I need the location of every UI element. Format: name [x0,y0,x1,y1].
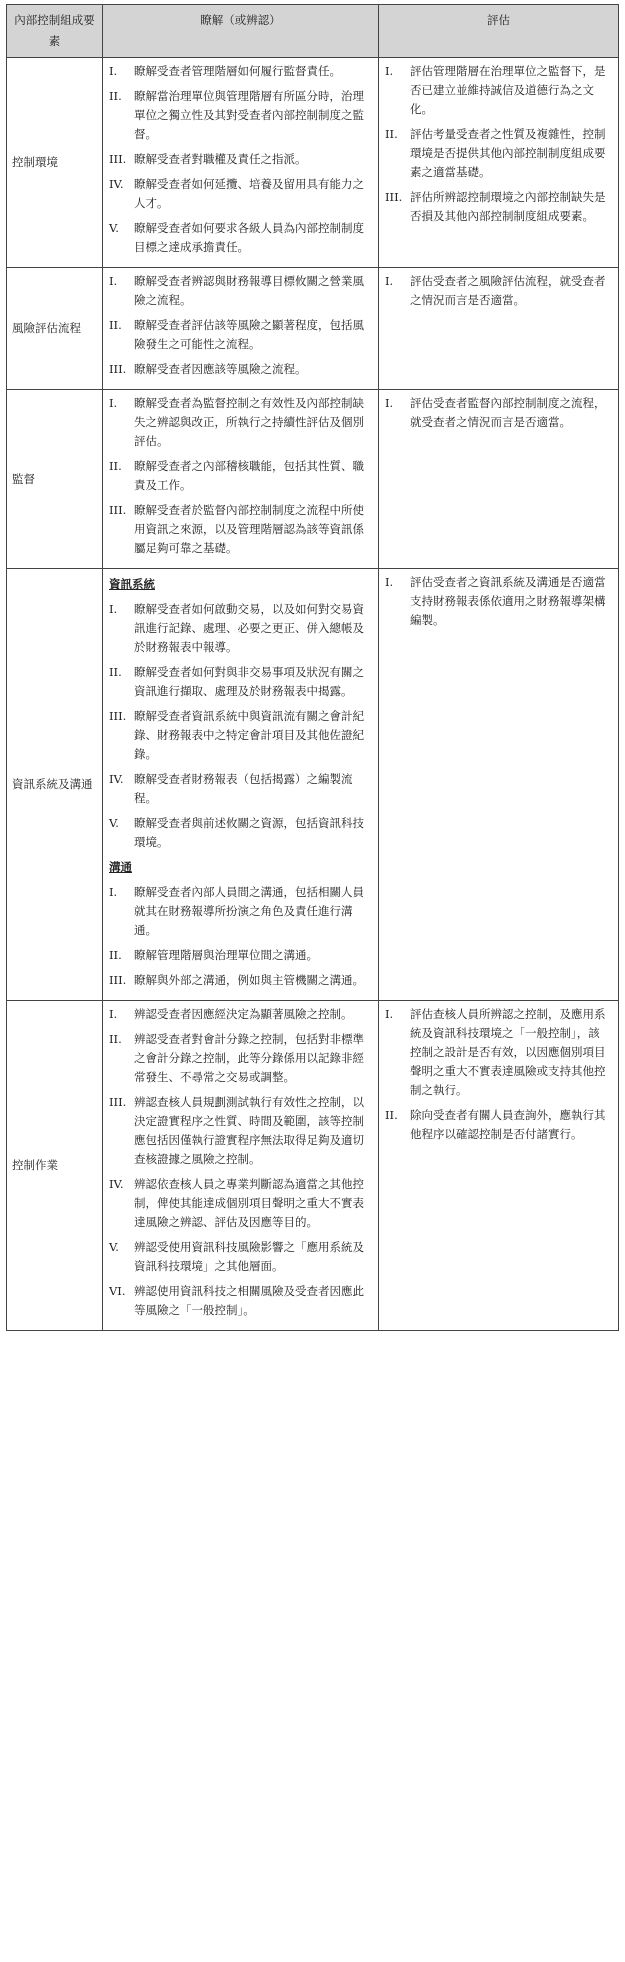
item-text: 瞭解當治理單位與管理階層有所區分時，治理單位之獨立性及其對受查者內部控制制度之監督。 [134,89,364,141]
item-text: 評估所辨認控制環境之內部控制缺失是否損及其他內部控制制度組成要素。 [410,190,606,223]
item-number: I. [385,274,394,288]
assessment-item [385,188,610,226]
list-item [109,87,370,144]
assessment-item [385,573,610,630]
list-item [109,150,370,169]
item-number: IV. [109,1177,124,1191]
list-item [109,1005,370,1024]
item-text: 瞭解受查者如何啟動交易，以及如何對交易資訊進行記錄、處理、必要之更正、併入總帳及於財務報表中報導。 [134,602,364,654]
item-number: I. [109,1007,118,1021]
item-text: 瞭解受查者如何對與非交易事項及狀況有關之資訊進行擷取、處理及於財務報表中揭露。 [134,665,364,698]
item-text: 評估管理階層在治理單位之監督下，是否已建立並維持誠信及道德行為之文化。 [410,64,606,116]
list-item [109,663,370,701]
component-cell: 風險評估流程 [7,268,103,390]
item-text: 瞭解受查者辨認與財務報導目標攸關之營業風險之流程。 [134,274,364,307]
list-item [109,175,370,213]
item-number: IV. [109,177,124,191]
item-number: III. [109,152,127,166]
item-text: 評估受查者之風險評估流程，就受查者之情況而言是否適當。 [410,274,606,307]
internal-control-table [6,4,619,1331]
subsection-heading: 資訊系統 [109,577,155,591]
item-text: 瞭解受查者內部人員間之溝通，包括相關人員就其在財務報導所扮演之角色及責任進行溝通。 [134,885,364,937]
item-number: V. [109,221,119,235]
assessment-item [385,62,610,119]
component-cell: 控制環境 [7,58,103,268]
assessment-cell [379,569,619,1001]
item-number: III. [109,1095,127,1109]
item-number: I. [109,885,118,899]
list-item [109,316,370,354]
item-number: I. [385,396,394,410]
list-item [109,1030,370,1087]
assessment-cell [379,1001,619,1331]
item-text: 瞭解受查者如何要求各級人員為內部控制制度目標之達成承擔責任。 [134,221,364,254]
item-text: 瞭解受查者如何延攬、培養及留用具有能力之人才。 [134,177,364,210]
item-text: 辨認受使用資訊科技風險影響之「應用系統及資訊科技環境」之其他層面。 [134,1240,364,1273]
item-number: II. [385,127,398,141]
item-text: 除向受查者有關人員查詢外，應執行其他程序以確認控制是否付諸實行。 [410,1108,606,1141]
table-row [7,390,619,569]
component-cell: 控制作業 [7,1001,103,1331]
assessment-item [385,272,610,310]
list-item [109,883,370,940]
component-cell: 監督 [7,390,103,569]
item-text: 瞭解受查者管理階層如何履行監督責任。 [134,64,341,78]
understanding-cell [103,58,379,268]
item-number: III. [109,362,127,376]
item-number: II. [109,948,122,962]
item-number: III. [109,973,127,987]
item-number: V. [109,816,119,830]
assessment-item [385,125,610,182]
item-text: 辨認查核人員規劃測試執行有效性之控制，以決定證實程序之性質、時間及範圍，該等控制應包括因僅執行證實程序無法取得足夠及適切查核證據之風險之控制。 [134,1095,364,1166]
list-item [109,219,370,257]
understanding-cell [103,268,379,390]
assessment-item [385,1005,610,1100]
header-assessment: 評估 [379,5,619,58]
table-body [7,58,619,1331]
table-header-row [7,5,619,58]
table-row [7,268,619,390]
item-number: II. [109,665,122,679]
item-text: 評估查核人員所辨認之控制，及應用系統及資訊科技環境之「一般控制」，該控制之設計是否有效，以因應個別項目聲明之重大不實表達風險或支持其他控制之執行。 [410,1007,606,1097]
item-text: 瞭解受查者為監督控制之有效性及內部控制缺失之辨認與改正，所執行之持續性評估及個別評估。 [134,396,364,448]
item-number: I. [109,274,118,288]
item-text: 瞭解受查者因應該等風險之流程。 [134,362,307,376]
list-item [109,1175,370,1232]
table-row [7,569,619,1001]
assessment-cell [379,268,619,390]
item-text: 瞭解與外部之溝通，例如與主管機關之溝通。 [134,973,364,987]
table-row [7,1001,619,1331]
list-item [109,360,370,379]
item-number: I. [385,1007,394,1021]
understanding-cell [103,1001,379,1331]
item-number: VI. [109,1284,126,1298]
understanding-cell [103,390,379,569]
list-item [109,457,370,495]
item-number: II. [109,89,122,103]
item-number: I. [109,602,118,616]
item-text: 評估受查者監督內部控制制度之流程，就受查者之情況而言是否適當。 [410,396,606,429]
component-cell: 資訊系統及溝通 [7,569,103,1001]
item-number: IV. [109,772,124,786]
assessment-item [385,1106,610,1144]
item-text: 瞭解受查者之內部稽核職能，包括其性質、職責及工作。 [134,459,364,492]
item-text: 辨認使用資訊科技之相關風險及受查者因應此等風險之「一般控制」。 [134,1284,364,1317]
list-item [109,1282,370,1320]
list-item [109,62,370,81]
item-number: III. [109,503,127,517]
item-text: 瞭解受查者資訊系統中與資訊流有關之會計紀錄、財務報表中之特定會計項目及其他佐證紀錄。 [134,709,364,761]
item-number: II. [109,1032,122,1046]
list-item [109,1093,370,1169]
item-text: 瞭解受查者對職權及責任之指派。 [134,152,307,166]
item-number: III. [109,709,127,723]
item-text: 評估受查者之資訊系統及溝通是否適當支持財務報表係依適用之財務報導架構編製。 [410,575,606,627]
item-text: 辨認受查者因應經決定為顯著風險之控制。 [134,1007,353,1021]
understanding-cell [103,569,379,1001]
item-text: 瞭解受查者於監督內部控制制度之流程中所使用資訊之來源，以及管理階層認為該等資訊係屬足夠可靠之基礎。 [134,503,364,555]
item-number: II. [109,318,122,332]
item-number: II. [109,459,122,473]
item-number: V. [109,1240,119,1254]
item-number: III. [385,190,403,204]
list-item [109,600,370,657]
assessment-item [385,394,610,432]
item-number: I. [109,396,118,410]
assessment-cell [379,390,619,569]
list-item [109,946,370,965]
list-item [109,1238,370,1276]
list-item [109,272,370,310]
list-item [109,394,370,451]
item-text: 評估考量受查者之性質及複雜性，控制環境是否提供其他內部控制制度組成要素之適當基礎。 [410,127,606,179]
item-number: I. [109,64,118,78]
list-item [109,770,370,808]
item-number: II. [385,1108,398,1122]
list-item [109,707,370,764]
list-item [109,971,370,990]
item-number: I. [385,575,394,589]
item-text: 辨認依查核人員之專業判斷認為適當之其他控制，俾使其能達成個別項目聲明之重大不實表達風險之辨認、評估及因應等目的。 [134,1177,364,1229]
table-row [7,58,619,268]
subsection-heading: 溝通 [109,860,132,874]
item-text: 瞭解管理階層與治理單位間之溝通。 [134,948,318,962]
item-text: 辨認受查者對會計分錄之控制，包括對非標準之會計分錄之控制，此等分錄係用以記錄非經常發生、不尋常之交易或調整。 [134,1032,364,1084]
list-item [109,501,370,558]
item-text: 瞭解受查者財務報表（包括揭露）之編製流程。 [134,772,353,805]
list-item [109,814,370,852]
item-text: 瞭解受查者評估該等風險之顯著程度，包括風險發生之可能性之流程。 [134,318,364,351]
header-component: 內部控制組成要素 [7,5,103,58]
header-understanding: 瞭解（或辨認） [103,5,379,58]
item-text: 瞭解受查者與前述攸關之資源，包括資訊科技環境。 [134,816,364,849]
item-number: I. [385,64,394,78]
assessment-cell [379,58,619,268]
